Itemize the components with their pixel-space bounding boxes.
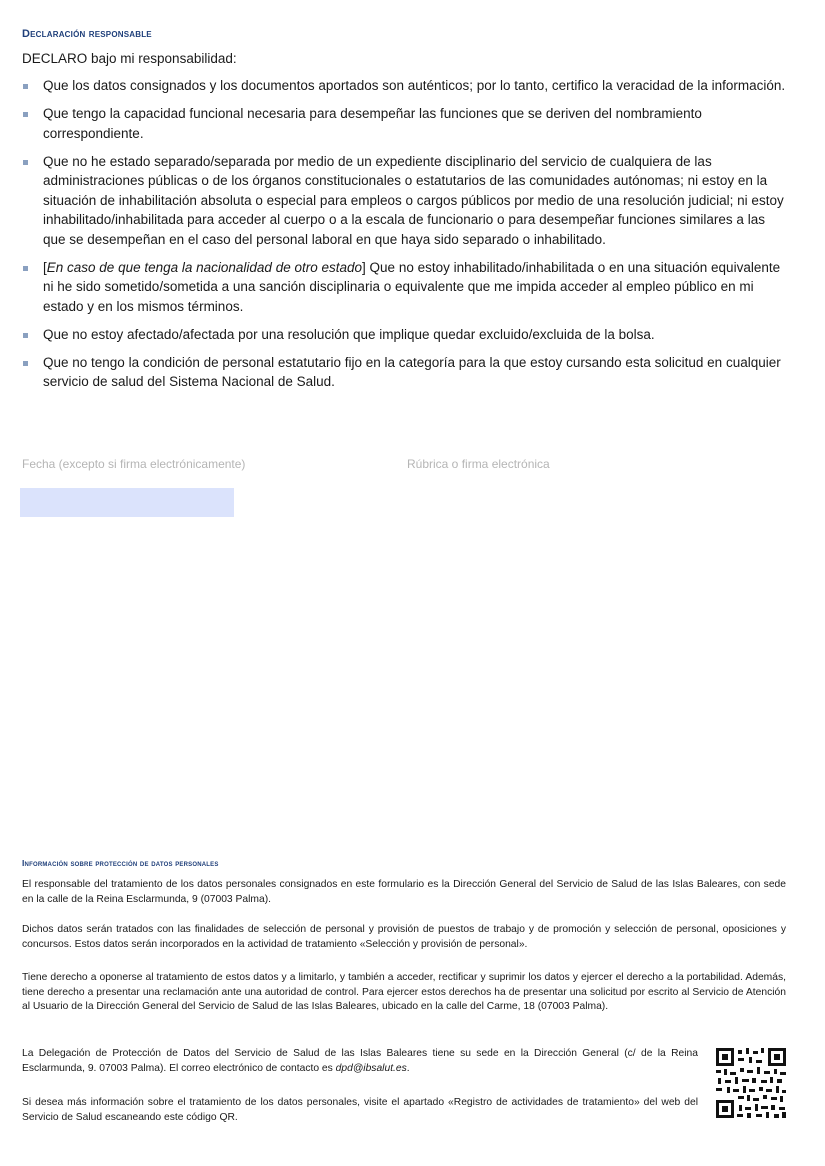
declaration-item-text: Que tengo la capacidad funcional necesaria para desempeñar las funciones que se deriven del nombramiento correspondiente. [43,106,702,141]
declaration-item-text: Que no estoy inhabilitado/inhabilitada o en una situación equivalente ni he sido sometido/sometida a una sanción disciplinaria o equivalente que me impida acceder al empleo público en mi estado y en los mismos términos. [43,259,781,314]
declaration-list [22,76,790,400]
square-bullet-icon [23,266,28,271]
privacy-p4-text: La Delegación de Protección de Datos del Servicio de Salud de las Islas Baleares tiene su sede en la Dirección General (c/ de la Reina Esclarmunda, 9. 07003 Palma). El correo electrónico de contacto es [22,1048,698,1074]
declaration-item-condition: [En caso de que tenga la nacionalidad de otro estado] [43,259,366,275]
declaration-item [22,258,790,317]
privacy-paragraph-2: Dichos datos serán tratados con las finalidades de selección de personal y provisión de puestos de trabajo y de promoción y selección de personal, oposiciones y concursos. Estos datos serán incorporados en la actividad de tratamiento «Selección y provisión de personal». [22,924,786,950]
declaration-item [22,104,790,143]
square-bullet-icon [23,333,28,338]
declaration-intro: DECLARO bajo mi responsabilidad: [22,51,237,66]
declaration-item-text: Que no he estado separado/separada por medio de un expediente disciplinario del servicio de cualquiera de las administraciones públicas o de los órganos constitucionales o estatutarios de las comunidades autónomas; ni estoy en la situación de inhabilitación absoluta o especial para empleos o cargos públicos por medio de una resolución judicial; ni estoy inhabilitado/inhabilitada para acceder al cuerpo o a la escala de funcionario o para desempeñar funciones similares a las que se desempeñan en el caso del personal laboral en que haya sido separado o inhabilitado. [43,153,784,247]
signature-label: Rúbrica o firma electrónica [407,457,550,471]
condition-text: En caso de que tenga la nacionalidad de otro estado [46,259,363,275]
declaration-item [22,76,790,96]
privacy-paragraph-4 [22,1047,698,1076]
declaration-item [22,152,790,250]
qr-code-icon[interactable] [716,1048,786,1118]
date-label: Fecha (excepto si firma electrónicamente) [22,457,246,471]
declaration-item-text: Que los datos consignados y los documentos aportados son auténticos; por lo tanto, certifico la veracidad de la información. [43,78,786,93]
square-bullet-icon [23,84,28,89]
privacy-paragraph-3: Tiene derecho a oponerse al tratamiento de estos datos y a limitarlo, y también a acceder, rectificar y suprimir los datos y ejercer el derecho a la portabilidad. Además, tiene derecho a presentar una reclamación ante una autoridad de control. Para ejercer estos derechos ha de presentar una solicitud por escrito al Servicio de Atención al Usuario de la Dirección General del Servicio de Salud de las Islas Baleares, ubicado en la calle del Carme, 18 (07003 Palma). [22,972,786,1012]
privacy-paragraph-1: El responsable del tratamiento de los datos personales consignados en este formulario es la Dirección General del Servicio de Salud de las Islas Baleares, con sede en la calle de la Reina Esclarmunda, 9 (07003 Palma). [22,879,786,905]
contact-email: dpd@ibsalut.es [335,1062,407,1074]
date-input[interactable] [20,488,234,517]
declaration-item-text: Que no estoy afectado/afectada por una resolución que implique quedar excluido/excluida de la bolsa. [43,326,655,342]
declaration-item [22,325,790,345]
square-bullet-icon [23,160,28,165]
square-bullet-icon [23,112,28,117]
declaration-item [22,353,790,392]
declaration-item-text: Que no tengo la condición de personal estatutario fijo en la categoría para la que estoy cursando esta solicitud en cualquier servicio de salud del Sistema Nacional de Salud. [43,354,781,389]
privacy-paragraph-5: Si desea más información sobre el tratamiento de los datos personales, visite el apartado «Registro de actividades de tratamiento» del web del Servicio de Salud escaneando este código QR. [22,1097,698,1123]
privacy-p4-end: . [406,1062,410,1074]
privacy-title: Información sobre protección de datos personales [22,858,219,868]
square-bullet-icon [23,361,28,366]
declaration-title: Declaración responsable [22,28,152,40]
